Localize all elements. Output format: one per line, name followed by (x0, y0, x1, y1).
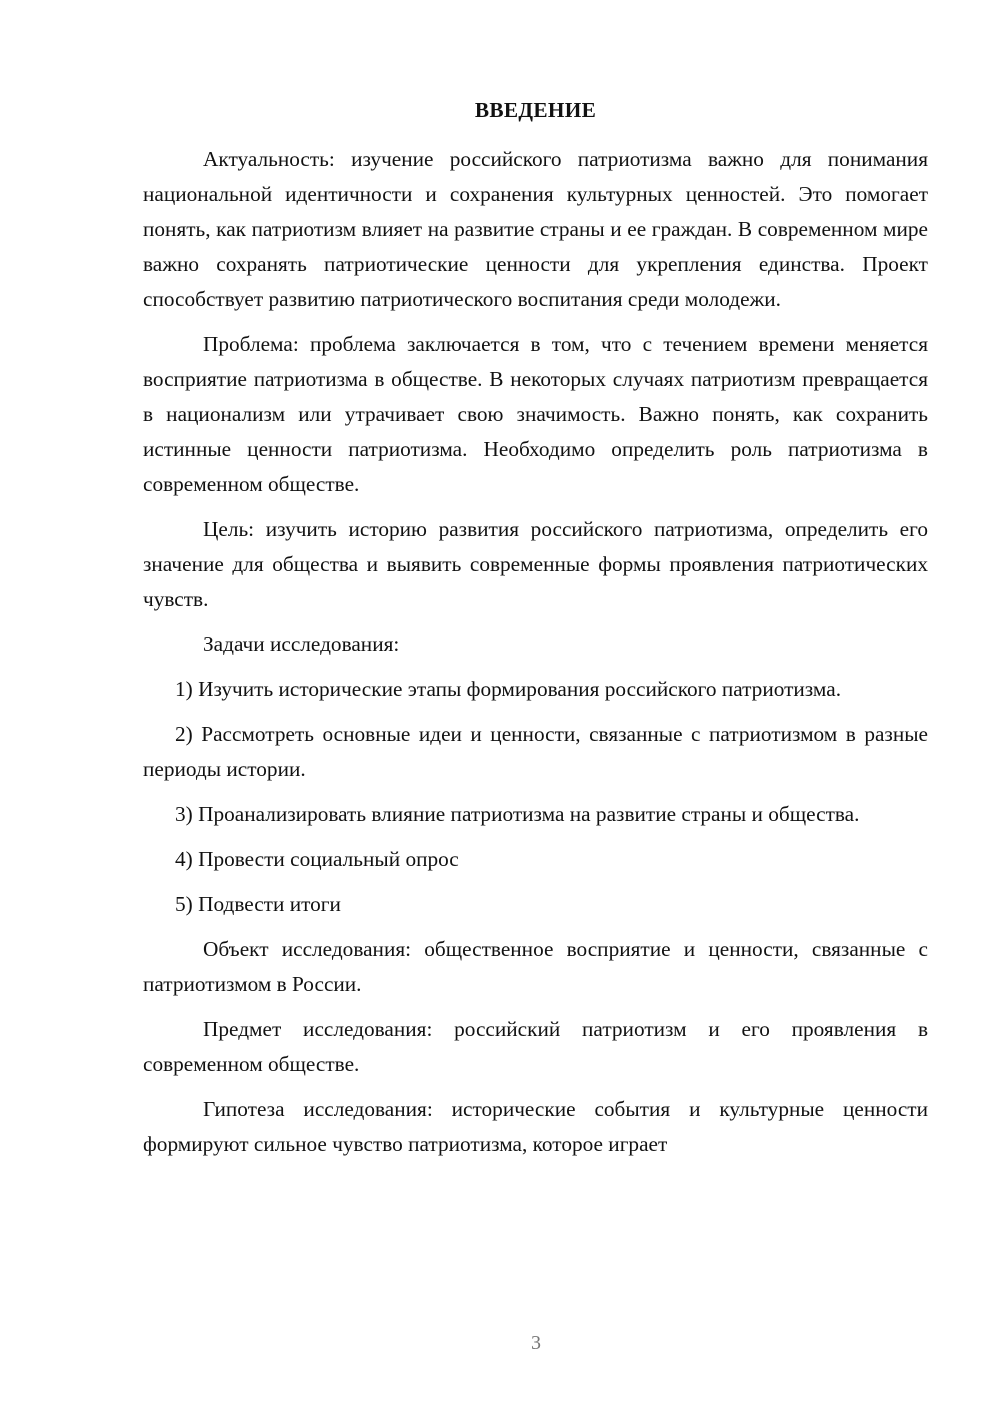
task-item-1: 1) Изучить исторические этапы формирования российского патриотизма. (175, 677, 842, 701)
paragraph-object: Объект исследования: общественное восприятие и ценности, связанные с патриотизмом в России. (143, 937, 928, 996)
task-item-3: 3) Проанализировать влияние патриотизма на развитие страны и общества. (175, 802, 860, 826)
paragraph-subject: Предмет исследования: российский патриотизм и его проявления в современном обществе. (143, 1017, 928, 1076)
task-item-2: 2) Рассмотреть основные идеи и ценности, связанные с патриотизмом в разные периоды истории. (143, 722, 928, 781)
paragraph-problem: Проблема: проблема заключается в том, что с течением времени меняется восприятие патриотизма в обществе. В некоторых случаях патриотизм превращается в национализм или утрачивает свою значимость. Важно понять, как сохранить истинные ценности патриотизма. Необходимо определить роль патриотизма в современном обществе. (143, 332, 928, 496)
task-item-5: 5) Подвести итоги (175, 892, 341, 916)
page-title: ВВЕДЕНИЕ (474, 98, 597, 122)
paragraph-relevance: Актуальность: изучение российского патриотизма важно для понимания национальной идентичности и сохранения культурных ценностей. Это помогает понять, как патриотизм влияет на развитие страны и ее граждан. В современном мире важно сохранять патриотические ценности для укрепления единства. Проект способствует развитию патриотического воспитания среди молодежи. (143, 147, 928, 311)
task-item-4: 4) Провести социальный опрос (175, 847, 459, 871)
page-number: 3 (531, 1332, 541, 1354)
paragraph-hypothesis: Гипотеза исследования: исторические события и культурные ценности формируют сильное чувство патриотизма, которое играет (143, 1097, 928, 1156)
paragraph-goal: Цель: изучить историю развития российского патриотизма, определить его значение для общества и выявить современные формы проявления патриотических чувств. (143, 517, 928, 611)
document-body (143, 88, 928, 1172)
paragraph-tasks-heading: Задачи исследования: (203, 632, 400, 656)
